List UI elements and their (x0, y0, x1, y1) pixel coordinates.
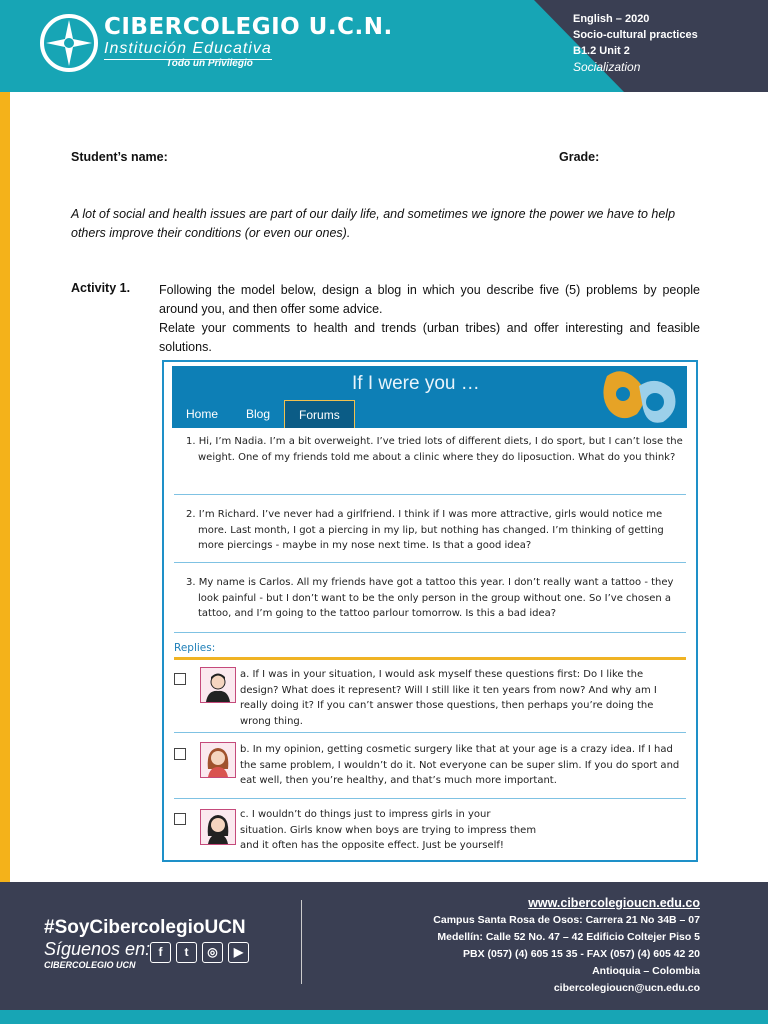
avatar-female-dark-icon (200, 809, 236, 845)
reply-checkbox[interactable] (174, 748, 186, 760)
grade-label: Grade: (559, 150, 600, 164)
post-divider (174, 494, 686, 495)
activity-paragraph: Following the model below, design a blog in which you describe five (5) problems by people around you, and then offer some advice. (159, 283, 700, 316)
follow-sublabel: CIBERCOLEGIO UCN (44, 960, 136, 970)
reply-checkbox[interactable] (174, 673, 186, 685)
website-link[interactable]: www.cibercolegioucn.edu.co (528, 896, 700, 910)
reply-text: c. I wouldn’t do things just to impress girls in your situation. Girls know when boys are trying to impress them and it often has the opposite effect. Just be yourself! (240, 809, 537, 851)
social-icons (150, 942, 249, 963)
reply-item (174, 667, 686, 733)
forum-post (174, 434, 686, 465)
instagram-icon[interactable]: ◎ (202, 942, 223, 963)
reply-divider (174, 732, 686, 733)
activity-label: Activity 1. (71, 281, 131, 295)
replies-rule (174, 657, 686, 660)
follow-label: Síguenos en: (44, 939, 151, 959)
page-header (0, 0, 768, 92)
post-text: 1. Hi, I’m Nadia. I’m a bit overweight. I’ve tried lots of different diets, I do sport, but I can’t lose the weight. One of my friends told me about a clinic where they do liposuction. What do you think? (186, 436, 683, 463)
post-text: 2. I’m Richard. I’ve never had a girlfriend. I think if I was more attractive, girls would notice me more. Last month, I got a piercing in my lip, but nothing has changed. I’m thinking of getting more piercings - maybe in my nose next time. Is that a good idea? (186, 509, 664, 551)
forum-post (174, 575, 686, 622)
avatar-male-icon (200, 667, 236, 703)
avatar-female-icon (200, 742, 236, 778)
reply-item (174, 742, 686, 802)
logo-tagline: Todo un Privilegio (166, 58, 253, 69)
contact-line: Medellín: Calle 52 No. 47 – 42 Edificio Coltejer Piso 5 (437, 931, 700, 943)
student-name-label: Student’s name: (71, 150, 168, 164)
blog-header (172, 366, 687, 428)
youtube-icon[interactable]: ▶ (228, 942, 249, 963)
reply-divider (174, 798, 686, 799)
left-accent-bar (0, 92, 10, 882)
footer-hashtag: #SoyCibercolegioUCN (44, 917, 246, 938)
contact-line: PBX (057) (4) 605 15 35 - FAX (057) (4) 605 42 20 (463, 948, 700, 960)
activity-paragraph: Relate your comments to health and trends (urban tribes) and offer interesting and feasible solutions. (159, 321, 700, 354)
blog-nav (172, 400, 355, 428)
school-logo-icon (38, 12, 100, 74)
footer-teal-strip (0, 1010, 768, 1024)
blog-decoration-icon (593, 366, 685, 428)
course-topic: Socialization (573, 60, 641, 74)
activity-instructions (159, 281, 700, 357)
reply-text: a. If I was in your situation, I would ask myself these questions first: Do I like the design? What does it represent? Will I still like it ten years from now? And why am I really doing it? If you can’t answer those questions, then perhaps you’re doing the wrong thing. (240, 669, 657, 727)
contact-line: Antioquia – Colombia (592, 965, 700, 977)
logo-subtitle: Institución Educativa (104, 40, 272, 60)
post-text: 3. My name is Carlos. All my friends have got a tattoo this year. I don’t really want a tattoo - they look painful - but I don’t want to be the only person in the group without one. So I’ve chosen a tattoo, and I’m going to the tattoo parlour tomorrow. Is this a bad idea? (186, 577, 674, 619)
logo-title: CIBERCOLEGIO U.C.N. (104, 14, 393, 40)
blog-title: If I were you … (352, 373, 480, 394)
course-info (573, 11, 698, 75)
post-divider (174, 632, 686, 633)
post-divider (174, 562, 686, 563)
intro-paragraph: A lot of social and health issues are part of our daily life, and sometimes we ignore the power we have to help others improve their conditions (or even our ones). (71, 207, 676, 240)
reply-text: b. In my opinion, getting cosmetic surgery like that at your age is a crazy idea. If I had the same problem, I wouldn’t do it. Not everyone can be super slim. If you do sport and eat well, then you’re healthy, and that’s much more important. (240, 744, 680, 786)
tab-home[interactable]: Home (186, 407, 219, 421)
reply-checkbox[interactable] (174, 813, 186, 825)
contact-line: Campus Santa Rosa de Osos: Carrera 21 No 34B – 07 (433, 914, 700, 926)
email-link[interactable]: cibercolegioucn@ucn.edu.co (553, 982, 700, 994)
tab-blog[interactable]: Blog (246, 407, 271, 421)
footer-divider (301, 900, 302, 984)
course-line: B1.2 Unit 2 (573, 45, 630, 57)
course-line: Socio-cultural practices (573, 29, 698, 41)
course-line: English – 2020 (573, 13, 650, 25)
replies-label: Replies: (174, 642, 216, 654)
forum-post (174, 507, 686, 554)
reply-item (174, 807, 686, 857)
tab-forums[interactable]: Forums (284, 400, 355, 428)
facebook-icon[interactable]: f (150, 942, 171, 963)
contact-info (433, 895, 700, 997)
twitter-icon[interactable]: t (176, 942, 197, 963)
blog-model-figure (162, 360, 698, 862)
page-footer (0, 882, 768, 1024)
